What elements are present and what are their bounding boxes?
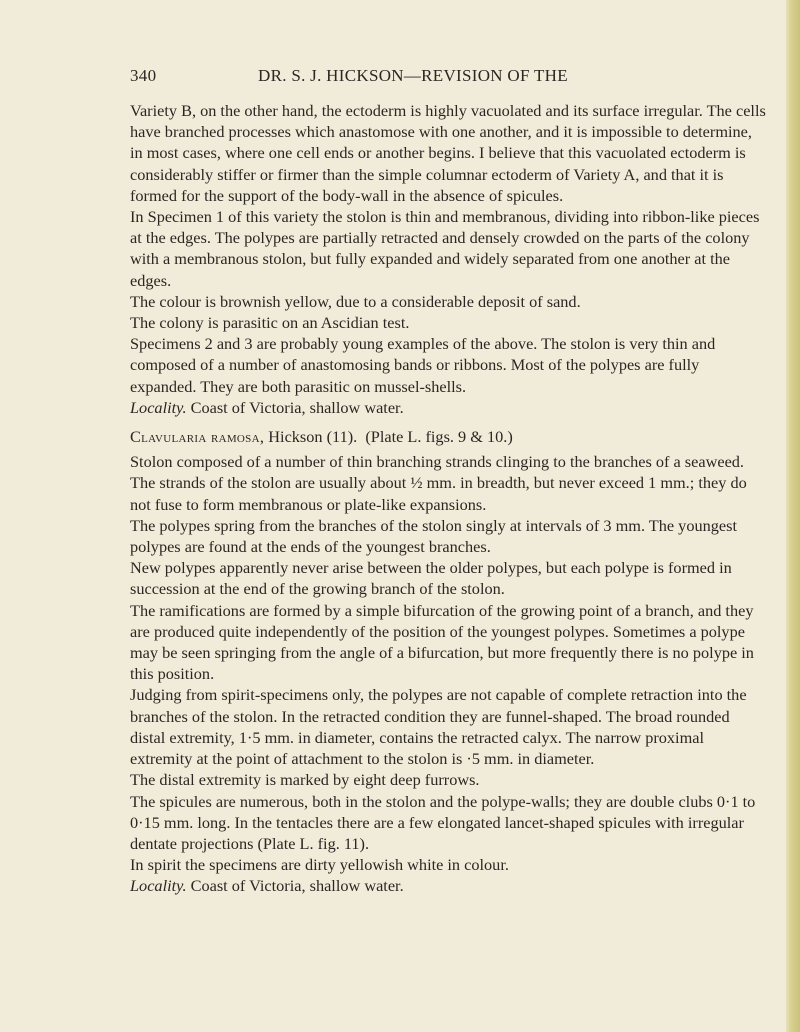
paragraph: Specimens 2 and 3 are probably young examples of the above. The stolon is very thin and composed of a number of anastomosing bands or ribbons. Most of the polypes are fully expanded. They are both parasitic on mussel-shells. <box>130 334 716 396</box>
paragraph: In Specimen 1 of this variety the stolon is thin and membranous, dividing into ribbon-like pieces at the edges. The polypes are partially retracted and densely crowded on the parts of the colony with a membranous stolon, but fully expanded and widely separated from one another at the edges. <box>130 207 760 290</box>
page-edge-shadow <box>786 0 800 1032</box>
locality-text: Coast of Victoria, shallow water. <box>186 397 404 417</box>
paragraph: The polypes spring from the branches of the stolon singly at intervals of 3 mm. The youngest polypes are found at the ends of the youngest branches. <box>130 515 737 557</box>
paragraph: The ramifications are formed by a simple bifurcation of the growing point of a branch, and they are produced quite independently of the position of the youngest polypes. Sometimes a polype may be seen springing from the angle of a bifurcation, but more frequently there is no polype in this position. <box>130 600 754 684</box>
species-plate-reference: (Plate L. figs. 9 & 10.) <box>357 427 513 447</box>
paragraph: New polypes apparently never arise between the older polypes, but each polype is formed in succession at the end of the growing branch of the stolon. <box>130 558 732 599</box>
locality-line <box>130 397 766 418</box>
paragraph: The spicules are numerous, both in the stolon and the polype-walls; they are double clubs 0·1 to 0·15 mm. long. In the tentacles there are a few elongated lancet-shaped spicules with irregular dentate projections (Plate L. fig. 11). <box>130 791 756 853</box>
paragraph: The distal extremity is marked by eight deep furrows. <box>130 770 480 790</box>
running-header <box>130 66 770 88</box>
locality-text: Coast of Victoria, shallow water. <box>186 876 404 896</box>
paragraph: Judging from spirit-specimens only, the polypes are not capable of complete retraction into the branches of the stolon. In the retracted condition they are funnel-shaped. The broad rounded distal extremity, 1·5 mm. in diameter, contains the retracted calyx. The narrow proximal extremity at the point of attachment to the stolon is ·5 mm. in diameter. <box>130 685 747 769</box>
locality-label: Locality. <box>130 876 187 896</box>
paragraph: In spirit the specimens are dirty yellowish white in colour. <box>130 855 509 875</box>
species-name: Clavularia ramosa, <box>130 427 265 447</box>
species-heading <box>130 426 766 447</box>
page-number: 340 <box>130 66 157 85</box>
paragraph: Variety B, on the other hand, the ectoderm is highly vacuolated and its surface irregular. The cells have branched processes which anastomose with one another, and it is impossible to determine, in most cases, where one cell ends or another begins. I believe that this vacuolated ectoderm is considerably stiffer or firmer than the simple columnar ectoderm of Variety A, and that it is formed for the support of the body-wall in the absence of spicules. <box>130 101 766 205</box>
locality-line <box>130 875 766 896</box>
species-author: Hickson (11). <box>264 427 358 447</box>
running-head-title: DR. S. J. HICKSON—REVISION OF THE <box>258 66 568 85</box>
paragraph: The colour is brownish yellow, due to a considerable deposit of sand. <box>130 291 581 311</box>
paragraph: Stolon composed of a number of thin branching strands clinging to the branches of a seaweed. The strands of the stolon are usually about ½ mm. in breadth, but never exceed 1 mm.; they do not fuse to form membranous or plate-like expansions. <box>130 452 747 514</box>
locality-label: Locality. <box>130 397 187 417</box>
body-text <box>130 100 766 897</box>
paragraph: The colony is parasitic on an Ascidian test. <box>130 313 410 333</box>
